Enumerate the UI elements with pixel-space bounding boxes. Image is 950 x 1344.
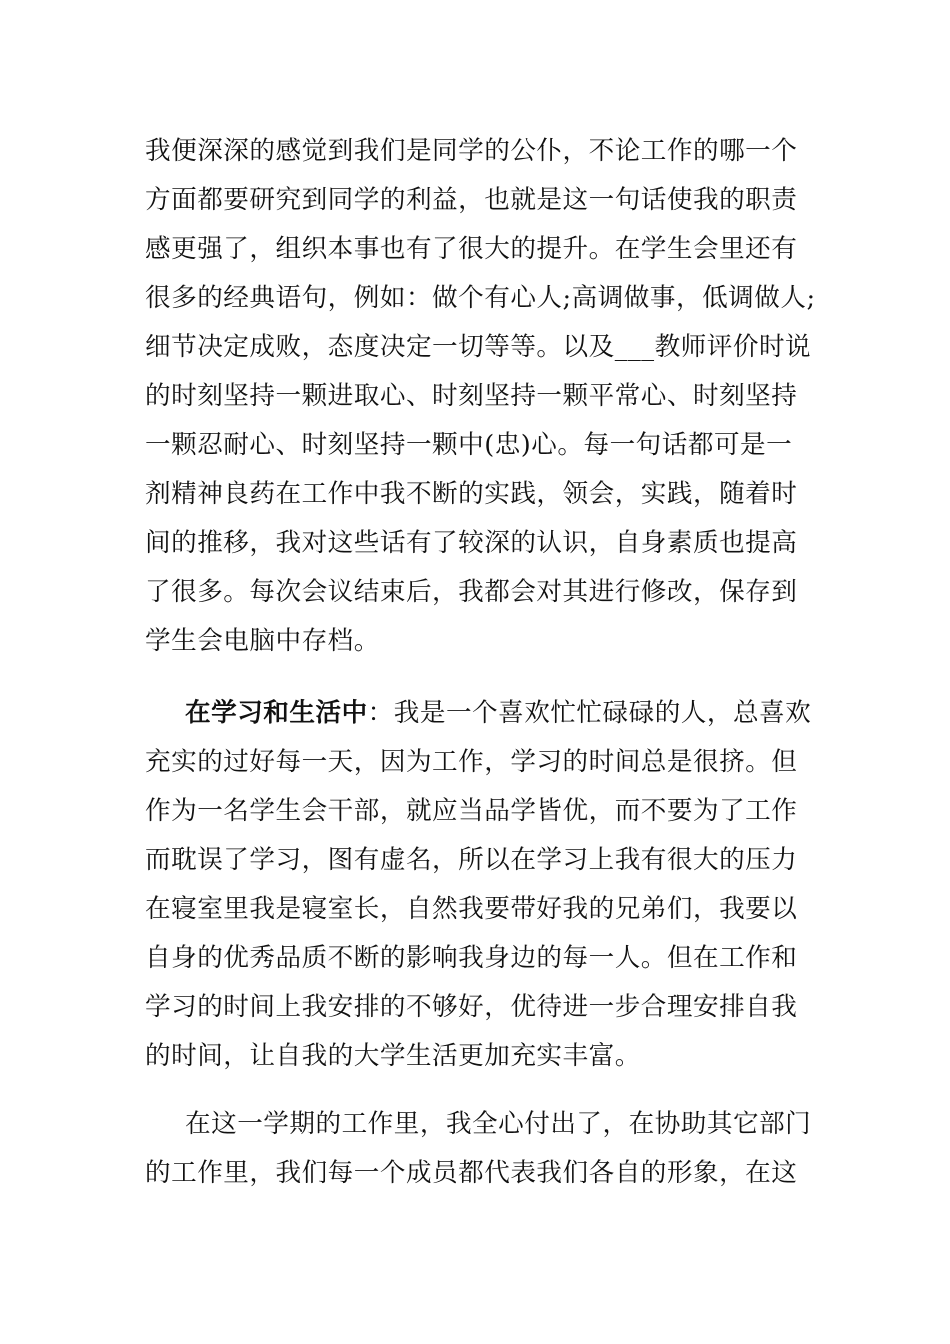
text-line: 间的推移，我对这些话有了较深的认识，自身素质也提高 (145, 528, 798, 558)
text-line: 了很多。每次会议结束后，我都会对其进行修改，保存到 (145, 577, 798, 607)
text-line: 方面都要研究到同学的利益，也就是这一句话使我的职责 (145, 185, 798, 215)
text-line: 在这一学期的工作里，我全心付出了，在协助其它部门 (185, 1109, 812, 1139)
heading-line-text: ：我是一个喜欢忙忙碌碌的人，总喜欢 (367, 698, 812, 728)
text-line: 作为一名学生会干部，就应当品学皆优，而不要为了工作 (145, 796, 798, 826)
text-line: 一颗忍耐心、时刻坚持一颗中(忠)心。每一句话都可是一 (145, 430, 793, 460)
text-line: 很多的经典语句，例如：做个有心人;高调做事，低调做人; (145, 283, 816, 313)
text-line: 学生会电脑中存档。 (145, 626, 380, 656)
text-line: 我便深深的感觉到我们是同学的公仆，不论工作的哪一个 (145, 136, 798, 166)
text-line: 感更强了，组织本事也有了很大的提升。在学生会里还有 (145, 234, 798, 264)
text-line: 的时间，让自我的大学生活更加充实丰富。 (145, 1041, 641, 1071)
text-line: 的工作里，我们每一个成员都代表我们各自的形象，在这 (145, 1158, 798, 1188)
text-line: 充实的过好每一天，因为工作，学习的时间总是很挤。但 (145, 747, 798, 777)
text-line: 剂精神良药在工作中我不断的实践，领会，实践，随着时 (145, 479, 798, 509)
section-heading: 在学习和生活中 (185, 698, 368, 728)
text-line: 在寝室里我是寝室长，自然我要带好我的兄弟们，我要以 (145, 894, 798, 924)
text-line (185, 693, 811, 733)
text-line: 细节决定成败，态度决定一切等等。以及___教师评价时说 (145, 332, 812, 362)
text-line: 而耽误了学习，图有虚名，所以在学习上我有很大的压力 (145, 845, 798, 875)
text-line: 学习的时间上我安排的不够好，优待进一步合理安排自我 (145, 992, 798, 1022)
text-line: 的时刻坚持一颗进取心、时刻坚持一颗平常心、时刻坚持 (145, 381, 798, 411)
text-line: 自身的优秀品质不断的影响我身边的每一人。但在工作和 (145, 943, 798, 973)
